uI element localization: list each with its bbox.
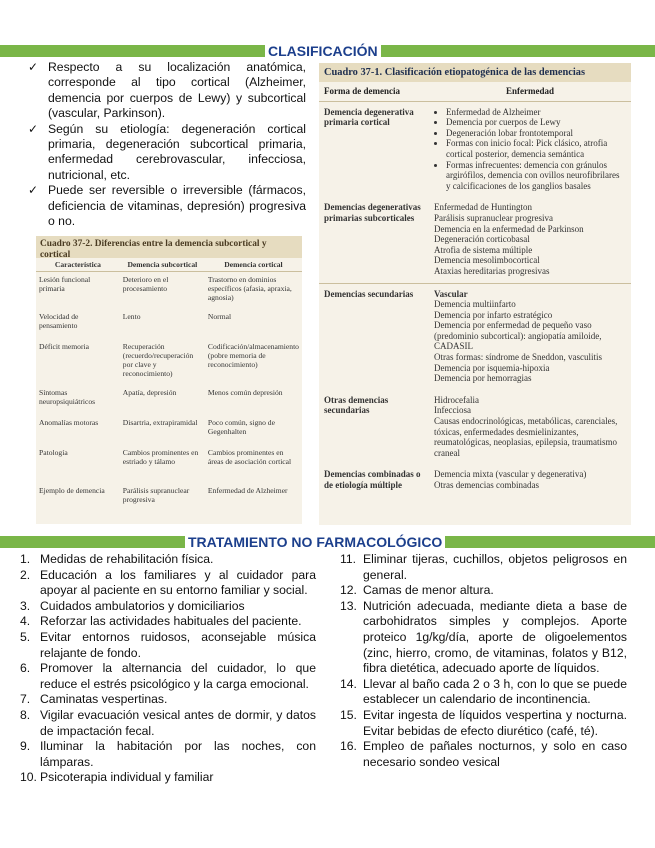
column-header: Demencia cortical bbox=[205, 258, 302, 272]
list-item: • Formas infrecuentes: demencia con gránulos argirófilos, demencia con ovillos neurofibrilares y calcificaciones de los ganglios basales bbox=[446, 160, 626, 192]
table-row: Demencias secundarias Vascular Demencia multiinfarto Demencia por infarto estratégico Demencia por enfermedad de pequeño vaso (predominio subcortical): angiopatía amiloide, CADASIL Otras formas: síndrome de Sneddon, vasculitis Demencia por isquemia-hipoxia Demencia por hemorragias bbox=[319, 283, 631, 390]
table-row: Patología Cambios prominentes en estriado y tálamo Cambios prominentes en áreas de asociación cortical bbox=[39, 447, 292, 466]
table-row: Otras demencias secundarias Hidrocefalia Infecciosa Causas endocrinológicas, metabólicas, carenciales, tóxicas, enfermedades desmielinizantes, reumatológicas, neoplasias, epilepsia, traumatismo craneal bbox=[324, 394, 618, 458]
cuadro-37-2-table bbox=[36, 258, 302, 507]
list-item: 3. Cuidados ambulatorios y domiciliarios bbox=[20, 598, 245, 613]
list-item: ✓ Según su etiología: degeneración cortical primaria, degeneración subcortical primaria, enfermedad cerebrovascular, infecciosa, nutricional, etc. bbox=[28, 121, 306, 182]
table-row: Demencias degenerativas primarias subcorticales Enfermedad de Huntington Parálisis supranuclear progresiva Demencia en la enfermedad de Parkinson Degeneración corticobasal Atrofia de sistema múltiple Demencia mesolimbocortical Ataxias hereditarias progresivas bbox=[324, 202, 584, 276]
list-item: 11. Eliminar tijeras, cuchillos, objetos peligrosos en general. bbox=[340, 552, 627, 582]
list-item: 2. Educación a los familiares y al cuidador para apoyar al paciente en su entorno familiar y social. bbox=[20, 567, 316, 598]
list-item: 5. Evitar entornos ruidosos, aconsejable música relajante de fondo. bbox=[20, 629, 316, 660]
list-item: ✓ Puede ser reversible o irreversible (fármacos, deficiencia de vitaminas, depresión) progresiva o no. bbox=[28, 183, 306, 229]
column-header: Característica bbox=[36, 258, 120, 272]
table-row: Velocidad de pensamiento Lento Normal bbox=[39, 311, 232, 330]
clasificacion-title: CLASIFICACIÓN bbox=[265, 44, 381, 58]
column-header: Demencia subcortical bbox=[120, 258, 205, 272]
list-item: 12. Camas de menor altura. bbox=[340, 583, 494, 598]
list-item: • Degeneración lobar frontotemporal bbox=[446, 128, 626, 139]
tratamiento-list-right bbox=[340, 552, 627, 770]
list-item: 4. Reforzar las actividades habituales del paciente. bbox=[20, 614, 302, 629]
list-item: ✓ Respecto a su localización anatómica, corresponde al tipo cortical (Alzheimer, demencia por cuerpos de Lewy) y subcortical (vascular, Parkinson). bbox=[28, 60, 306, 121]
table-row: Demencia degenerativa primaria cortical • Enfermedad de Alzheimer • Demencia por cuerpos de Lewy • Degeneración lobar frontotemporal • Formas con inicio focal: Pick clásico, atrofia cortical posterior, demencia semántica • Formas infrecuentes: demencia con gránulos argirófilos, demencia con ovillos neurofibrilares y calcificaciones de los ganglios basales bbox=[319, 101, 631, 197]
list-item: 13. Nutrición adecuada, mediante dieta a base de carbohidratos simples y complejos. Aporte proteico 1g/kg/día, aporte de oligoelementos (zinc, hierro, cromo, de vitaminas, folatos y B12, fibra dietética, adecuado aporte de líquidos. bbox=[340, 598, 627, 676]
list-item: 10. Psicoterapia individual y familiar bbox=[20, 770, 214, 785]
table-row: Ejemplo de demencia Parálisis supranuclear progresiva Enfermedad de Alzheimer bbox=[39, 485, 288, 504]
list-item: 9. Iluminar la habitación por las noches, con lámparas. bbox=[20, 739, 316, 769]
clasificacion-list bbox=[28, 60, 306, 229]
cuadro-37-1 bbox=[319, 63, 631, 525]
table-row: Síntomas neuropsiquiátricos Apatía, depresión Menos común depresión bbox=[39, 387, 283, 406]
list-item: • Enfermedad de Alzheimer bbox=[446, 107, 626, 118]
tratamiento-title: TRATAMIENTO NO FARMACOLÓGICO bbox=[185, 535, 445, 549]
list-item: 1. Medidas de rehabilitación física. bbox=[20, 552, 214, 566]
list-item: 15. Evitar ingesta de líquidos vespertina y nocturna. Evitar bebidas de efecto diurético (café, té). bbox=[340, 707, 627, 738]
check-icon: ✓ bbox=[28, 121, 39, 136]
check-icon: ✓ bbox=[28, 183, 39, 198]
table-row: Demencias combinadas o de etiología múltiple Demencia mixta (vascular y degenerativa) Otras demencias combinadas bbox=[324, 469, 587, 490]
list-item: 14. Llevar al baño cada 2 o 3 h, con lo que se puede establecer un calendario de incontinencia. bbox=[340, 676, 627, 707]
list-item: 8. Vigilar evacuación vesical antes de dormir, y datos de impactación fecal. bbox=[20, 707, 316, 738]
list-item: 6. Promover la alternancia del cuidador, lo que reduce el estrés psicológico y la carga emocional. bbox=[20, 661, 316, 691]
check-icon: ✓ bbox=[28, 60, 39, 74]
cuadro-37-2 bbox=[36, 236, 302, 524]
column-header: Enfermedad bbox=[429, 82, 631, 101]
table-row: Déficit memoria Recuperación (recuerdo/recuperación por clave y reconocimiento) Codificación/almacenamiento (pobre memoria de reconocimiento) bbox=[39, 341, 299, 378]
table-row: Lesión funcional primaria Deterioro en el procesamiento Trastorno en dominios específicos (afasia, apraxia, agnosia) bbox=[39, 275, 292, 302]
list-item: • Formas con inicio focal: Pick clásico, atrofia cortical posterior, demencia semántica bbox=[446, 138, 626, 159]
list-item: 7. Caminatas vespertinas. bbox=[20, 692, 168, 707]
list-item: • Demencia por cuerpos de Lewy bbox=[446, 117, 626, 128]
tratamiento-list-left bbox=[20, 552, 316, 786]
list-item: 16. Empleo de pañales nocturnos, y solo en caso necesario sondeo vesical bbox=[340, 739, 627, 769]
cuadro-37-2-caption: Cuadro 37-2. Diferencias entre la demencia subcortical y cortical bbox=[36, 236, 302, 258]
column-header: Forma de demencia bbox=[319, 82, 429, 101]
cuadro-37-1-table bbox=[319, 82, 631, 497]
table-row: Anomalías motoras Disartria, extrapiramidal Poco común, signo de Gegenhalten bbox=[39, 417, 275, 436]
cuadro-37-1-caption: Cuadro 37-1. Clasificación etiopatogénica de las demencias bbox=[319, 63, 631, 82]
